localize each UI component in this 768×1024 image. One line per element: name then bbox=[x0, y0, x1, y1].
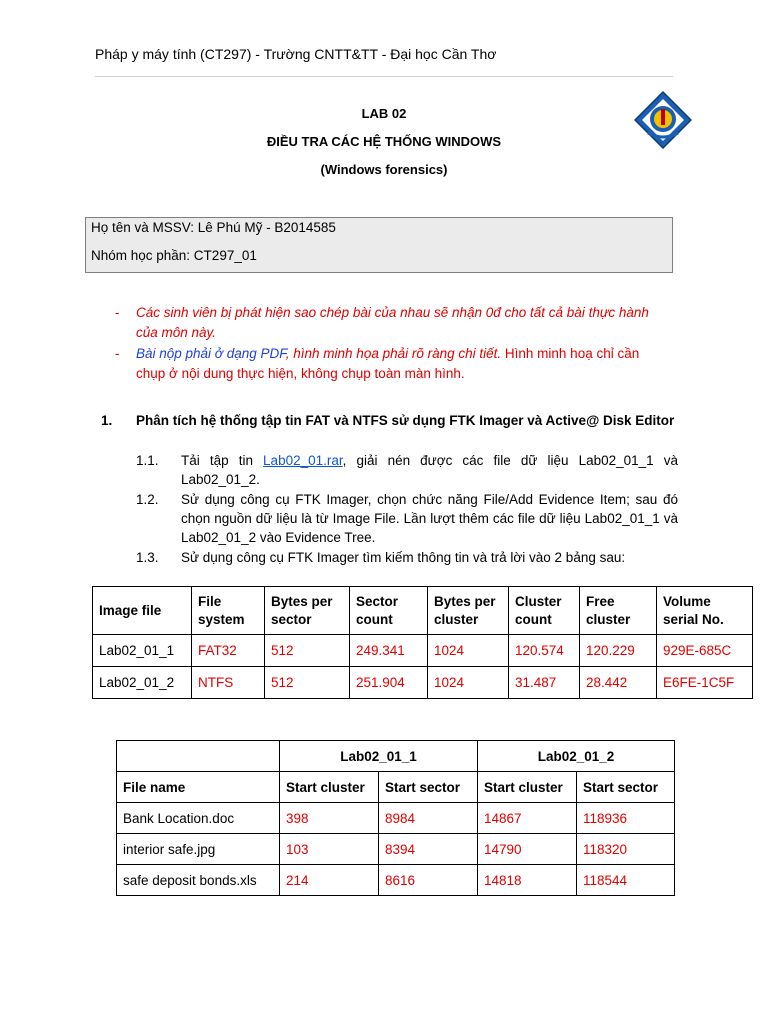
col-header: Image file bbox=[93, 587, 192, 635]
bullet-dash: - bbox=[115, 346, 120, 361]
table-header-row bbox=[93, 587, 753, 635]
note-text: , hình minh họa phải rõ ràng chi tiết. bbox=[285, 346, 502, 361]
table-cell: 31.487 bbox=[509, 667, 580, 699]
student-name-line: Họ tên và MSSV: Lê Phú Mỹ - B2014585 bbox=[91, 220, 336, 235]
table-cell: 14867 bbox=[478, 803, 577, 834]
lab-title: ĐIỀU TRA CÁC HỆ THỐNG WINDOWS bbox=[266, 134, 502, 149]
subitem-number: 1.2. bbox=[136, 492, 159, 507]
table-row bbox=[93, 667, 753, 699]
table-cell: 120.229 bbox=[580, 635, 657, 667]
table-cell: 8984 bbox=[379, 803, 478, 834]
table-cell: 103 bbox=[280, 834, 379, 865]
table-cell: Lab02_01_1 bbox=[93, 635, 192, 667]
section-title: Phân tích hệ thống tập tin FAT và NTFS sử dụng FTK Imager và Active@ Disk Editor bbox=[136, 413, 675, 428]
table-cell: 512 bbox=[265, 667, 350, 699]
col-header: Start sector bbox=[577, 772, 675, 803]
table-cell: 118544 bbox=[577, 865, 675, 896]
subitem-number: 1.1. bbox=[136, 453, 159, 468]
table-cell: 14790 bbox=[478, 834, 577, 865]
subitem-text: Sử dụng công cụ FTK Imager, chọn chức năng File/Add Evidence Item; sau đó chọn nguồn dữ liệu là từ Image File. Lần lượt thêm các file dữ liệu Lab02_01_1 và Lab02_01_2 vào Evidence Tree. bbox=[181, 492, 678, 545]
student-info-box bbox=[85, 217, 673, 273]
table-cell: Lab02_01_2 bbox=[93, 667, 192, 699]
table-cell: 512 bbox=[265, 635, 350, 667]
subitem-text: Sử dụng công cụ FTK Imager tìm kiếm thông tin và trả lời vào 2 bảng sau: bbox=[181, 550, 626, 565]
subitem-number: 1.3. bbox=[136, 550, 159, 565]
col-header: Sector count bbox=[350, 587, 428, 635]
table-cell: 398 bbox=[280, 803, 379, 834]
table-cell: 120.574 bbox=[509, 635, 580, 667]
table-cell: 8616 bbox=[379, 865, 478, 896]
table-cell: 8394 bbox=[379, 834, 478, 865]
table-cell: 929E-685C bbox=[657, 635, 753, 667]
note-line: chụp ở nội dung thực hiện, không chụp toàn màn hình. bbox=[136, 366, 465, 381]
note-line: Các sinh viên bị phát hiện sao chép bài của nhau sẽ nhận 0đ cho tất cả bài thực hành bbox=[136, 305, 649, 320]
section-number: 1. bbox=[101, 413, 113, 428]
header-divider bbox=[95, 76, 673, 77]
table-cell: 118936 bbox=[577, 803, 675, 834]
table-cell: interior safe.jpg bbox=[117, 834, 280, 865]
table-cell: 214 bbox=[280, 865, 379, 896]
table-header-row bbox=[117, 772, 675, 803]
group-header: Lab02_01_2 bbox=[478, 741, 675, 772]
table-cell: 14818 bbox=[478, 865, 577, 896]
col-header: File name bbox=[117, 772, 280, 803]
col-header: File system bbox=[192, 587, 265, 635]
col-header: Bytes per cluster bbox=[428, 587, 509, 635]
table-cell: 1024 bbox=[428, 667, 509, 699]
col-header: Free cluster bbox=[580, 587, 657, 635]
university-logo-icon bbox=[634, 91, 692, 149]
download-link[interactable]: Lab02_01.rar bbox=[263, 453, 343, 468]
bullet-dash: - bbox=[115, 305, 120, 320]
col-header: Cluster count bbox=[509, 587, 580, 635]
group-header: Lab02_01_1 bbox=[280, 741, 478, 772]
lab-subtitle: (Windows forensics) bbox=[320, 162, 448, 177]
table-cell: Bank Location.doc bbox=[117, 803, 280, 834]
note-text: Hình minh hoạ chỉ cần bbox=[501, 346, 640, 361]
note-pdf-requirement: Bài nộp phải ở dạng PDF bbox=[136, 346, 286, 361]
subitem-text: Tải tập tin Lab02_01.rar, giải nén được các file dữ liệu Lab02_01_1 và Lab02_01_2. bbox=[181, 453, 679, 487]
note-line bbox=[136, 344, 692, 364]
table-row bbox=[93, 635, 753, 667]
table-row bbox=[117, 803, 675, 834]
table-cell: E6FE-1C5F bbox=[657, 667, 753, 699]
col-header: Bytes per sector bbox=[265, 587, 350, 635]
lab-number: LAB 02 bbox=[361, 106, 407, 121]
filesystem-info-table bbox=[92, 586, 753, 699]
col-header: Start cluster bbox=[280, 772, 379, 803]
student-group-line: Nhóm học phần: CT297_01 bbox=[91, 248, 257, 263]
table-cell: safe deposit bonds.xls bbox=[117, 865, 280, 896]
file-location-table bbox=[116, 740, 675, 896]
col-header: Start sector bbox=[379, 772, 478, 803]
table-cell: NTFS bbox=[192, 667, 265, 699]
col-header: Start cluster bbox=[478, 772, 577, 803]
note-line: của môn này. bbox=[136, 325, 217, 340]
table-cell: 251.904 bbox=[350, 667, 428, 699]
col-header: Volume serial No. bbox=[657, 587, 753, 635]
table-cell: 249.341 bbox=[350, 635, 428, 667]
empty-header-cell bbox=[117, 741, 280, 772]
table-row bbox=[117, 865, 675, 896]
table-group-header-row bbox=[117, 741, 675, 772]
table-cell: 28.442 bbox=[580, 667, 657, 699]
table-cell: 1024 bbox=[428, 635, 509, 667]
table-cell: FAT32 bbox=[192, 635, 265, 667]
page-header: Pháp y máy tính (CT297) - Trường CNTT&TT - Đại học Cần Thơ bbox=[95, 46, 497, 62]
table-row bbox=[117, 834, 675, 865]
table-cell: 118320 bbox=[577, 834, 675, 865]
